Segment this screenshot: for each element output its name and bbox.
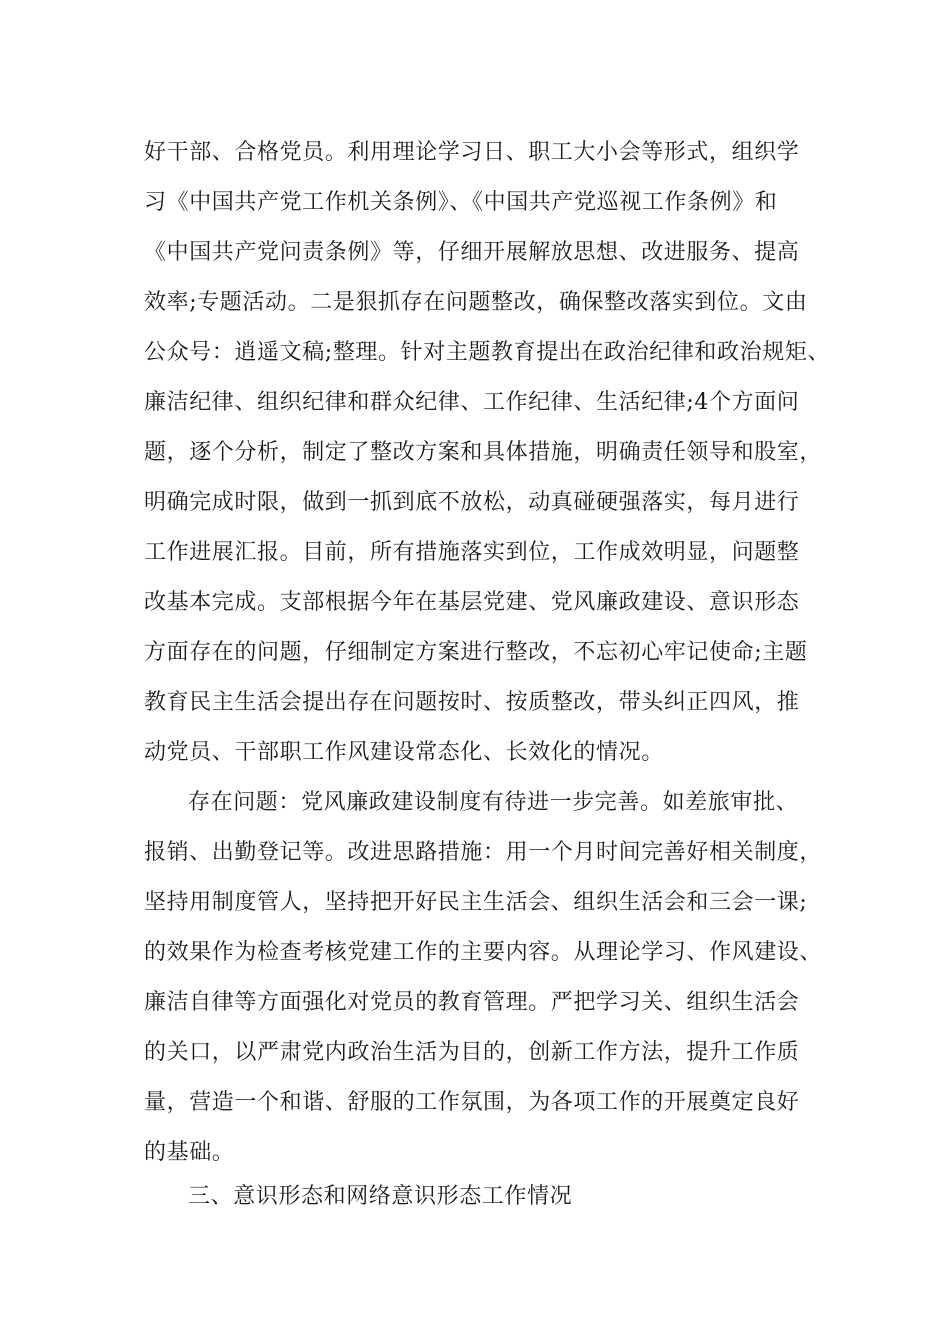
section-heading: 三、意识形态和网络意识形态工作情况 <box>188 1184 573 1209</box>
paragraph-line: 廉洁自律等方面强化对党员的教育管理。严把学习关、组织生活会 <box>144 990 800 1015</box>
paragraph-line: 改基本完成。支部根据今年在基层党建、党风廉政建设、意识形态 <box>144 590 800 615</box>
paragraph-line: 的关口，以严肃党内政治生活为目的，创新工作方法，提升工作质 <box>144 1040 800 1065</box>
paragraph-line: 教育民主生活会提出存在问题按时、按质整改，带头纠正四风，推 <box>144 690 800 715</box>
paragraph-line: 坚持用制度管人，坚持把开好民主生活会、组织生活会和三会一课; <box>144 890 808 915</box>
paragraph-line: 效率;专题活动。二是狠抓存在问题整改，确保整改落实到位。文由 <box>144 290 808 315</box>
paragraph-line: 量，营造一个和谐、舒服的工作氛围，为各项工作的开展奠定良好 <box>144 1090 800 1115</box>
paragraph-line: 廉洁纪律、组织纪律和群众纪律、工作纪律、生活纪律;4个方面问 <box>144 390 800 415</box>
paragraph-line: 题，逐个分析，制定了整改方案和具体措施，明确责任领导和股室， <box>144 440 823 465</box>
paragraph-line: 的基础。 <box>144 1140 235 1165</box>
paragraph-1 <box>144 128 832 778</box>
paragraph-2 <box>144 778 832 1178</box>
paragraph-line: 报销、出勤登记等。改进思路措施：用一个月时间完善好相关制度， <box>144 840 823 865</box>
paragraph-line: 习《中国共产党工作机关条例》、《中国共产党巡视工作条例》和 <box>144 190 778 215</box>
paragraph-line: 《中国共产党问责条例》等，仔细开展解放思想、改进服务、提高 <box>144 240 800 265</box>
section-heading-block <box>144 1172 832 1222</box>
paragraph-line: 明确完成时限，做到一抓到底不放松，动真碰硬强落实，每月进行 <box>144 490 800 515</box>
paragraph-line: 方面存在的问题，仔细制定方案进行整改，不忘初心牢记使命;主题 <box>144 640 808 665</box>
paragraph-line: 存在问题：党风廉政建设制度有待进一步完善。如差旅审批、 <box>188 790 799 815</box>
paragraph-line: 好干部、合格党员。利用理论学习日、职工大小会等形式，组织学 <box>144 140 800 165</box>
paragraph-line: 公众号：逍遥文稿;整理。针对主题教育提出在政治纪律和政治规矩、 <box>144 340 831 365</box>
paragraph-line: 动党员、干部职工作风建设常态化、长效化的情况。 <box>144 740 664 765</box>
paragraph-line: 的效果作为检查考核党建工作的主要内容。从理论学习、作风建设、 <box>144 940 823 965</box>
paragraph-line: 工作进展汇报。目前，所有措施落实到位，工作成效明显，问题整 <box>144 540 800 565</box>
